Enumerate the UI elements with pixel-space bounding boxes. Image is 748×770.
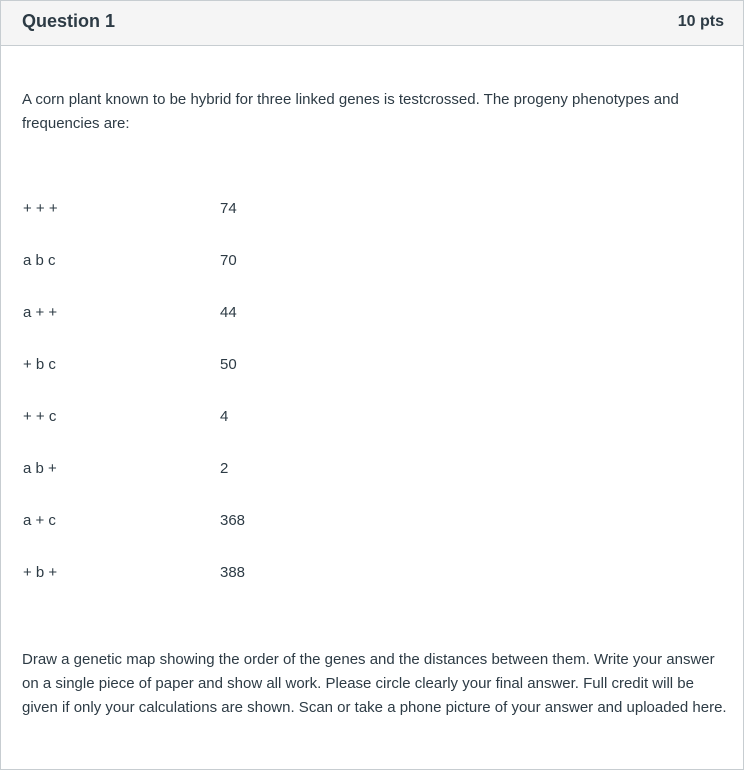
phenotype: a b c [23,252,56,269]
progeny-row [1,249,745,273]
phenotype: a + c [23,512,56,529]
progeny-row [1,405,745,429]
progeny-row [1,509,745,533]
phenotype: + + + [23,200,58,217]
question-header [1,1,743,46]
question-title: Question 1 [22,11,116,31]
phenotype: + b + [23,564,58,581]
frequency: 4 [220,408,229,425]
frequency: 2 [220,460,229,477]
progeny-row [1,353,745,377]
phenotype: a b + [23,460,57,477]
phenotype: + b c [23,356,56,373]
frequency: 368 [220,512,246,529]
progeny-row [1,301,745,325]
frequency: 50 [220,356,237,373]
question-points: 10 pts [677,13,724,30]
question-intro: A corn plant known to be hybrid for three linked genes is testcrossed. The progeny phenotypes and frequencies are: [22,91,679,132]
progeny-row [1,197,745,221]
progeny-row [1,561,745,585]
question-instructions: Draw a genetic map showing the order of the genes and the distances between them. Write your answer on a single piece of paper and show all work. Please circle clearly your final answer. Full credit will be given if only your calculations are shown. Scan or take a phone picture of your answer and uploaded here. [22,651,727,716]
progeny-row [1,457,745,481]
phenotype: a + + [23,304,58,321]
frequency: 70 [220,252,237,269]
phenotype: + + c [23,408,57,425]
frequency: 388 [220,564,246,581]
frequency: 74 [220,200,237,217]
frequency: 44 [220,304,237,321]
